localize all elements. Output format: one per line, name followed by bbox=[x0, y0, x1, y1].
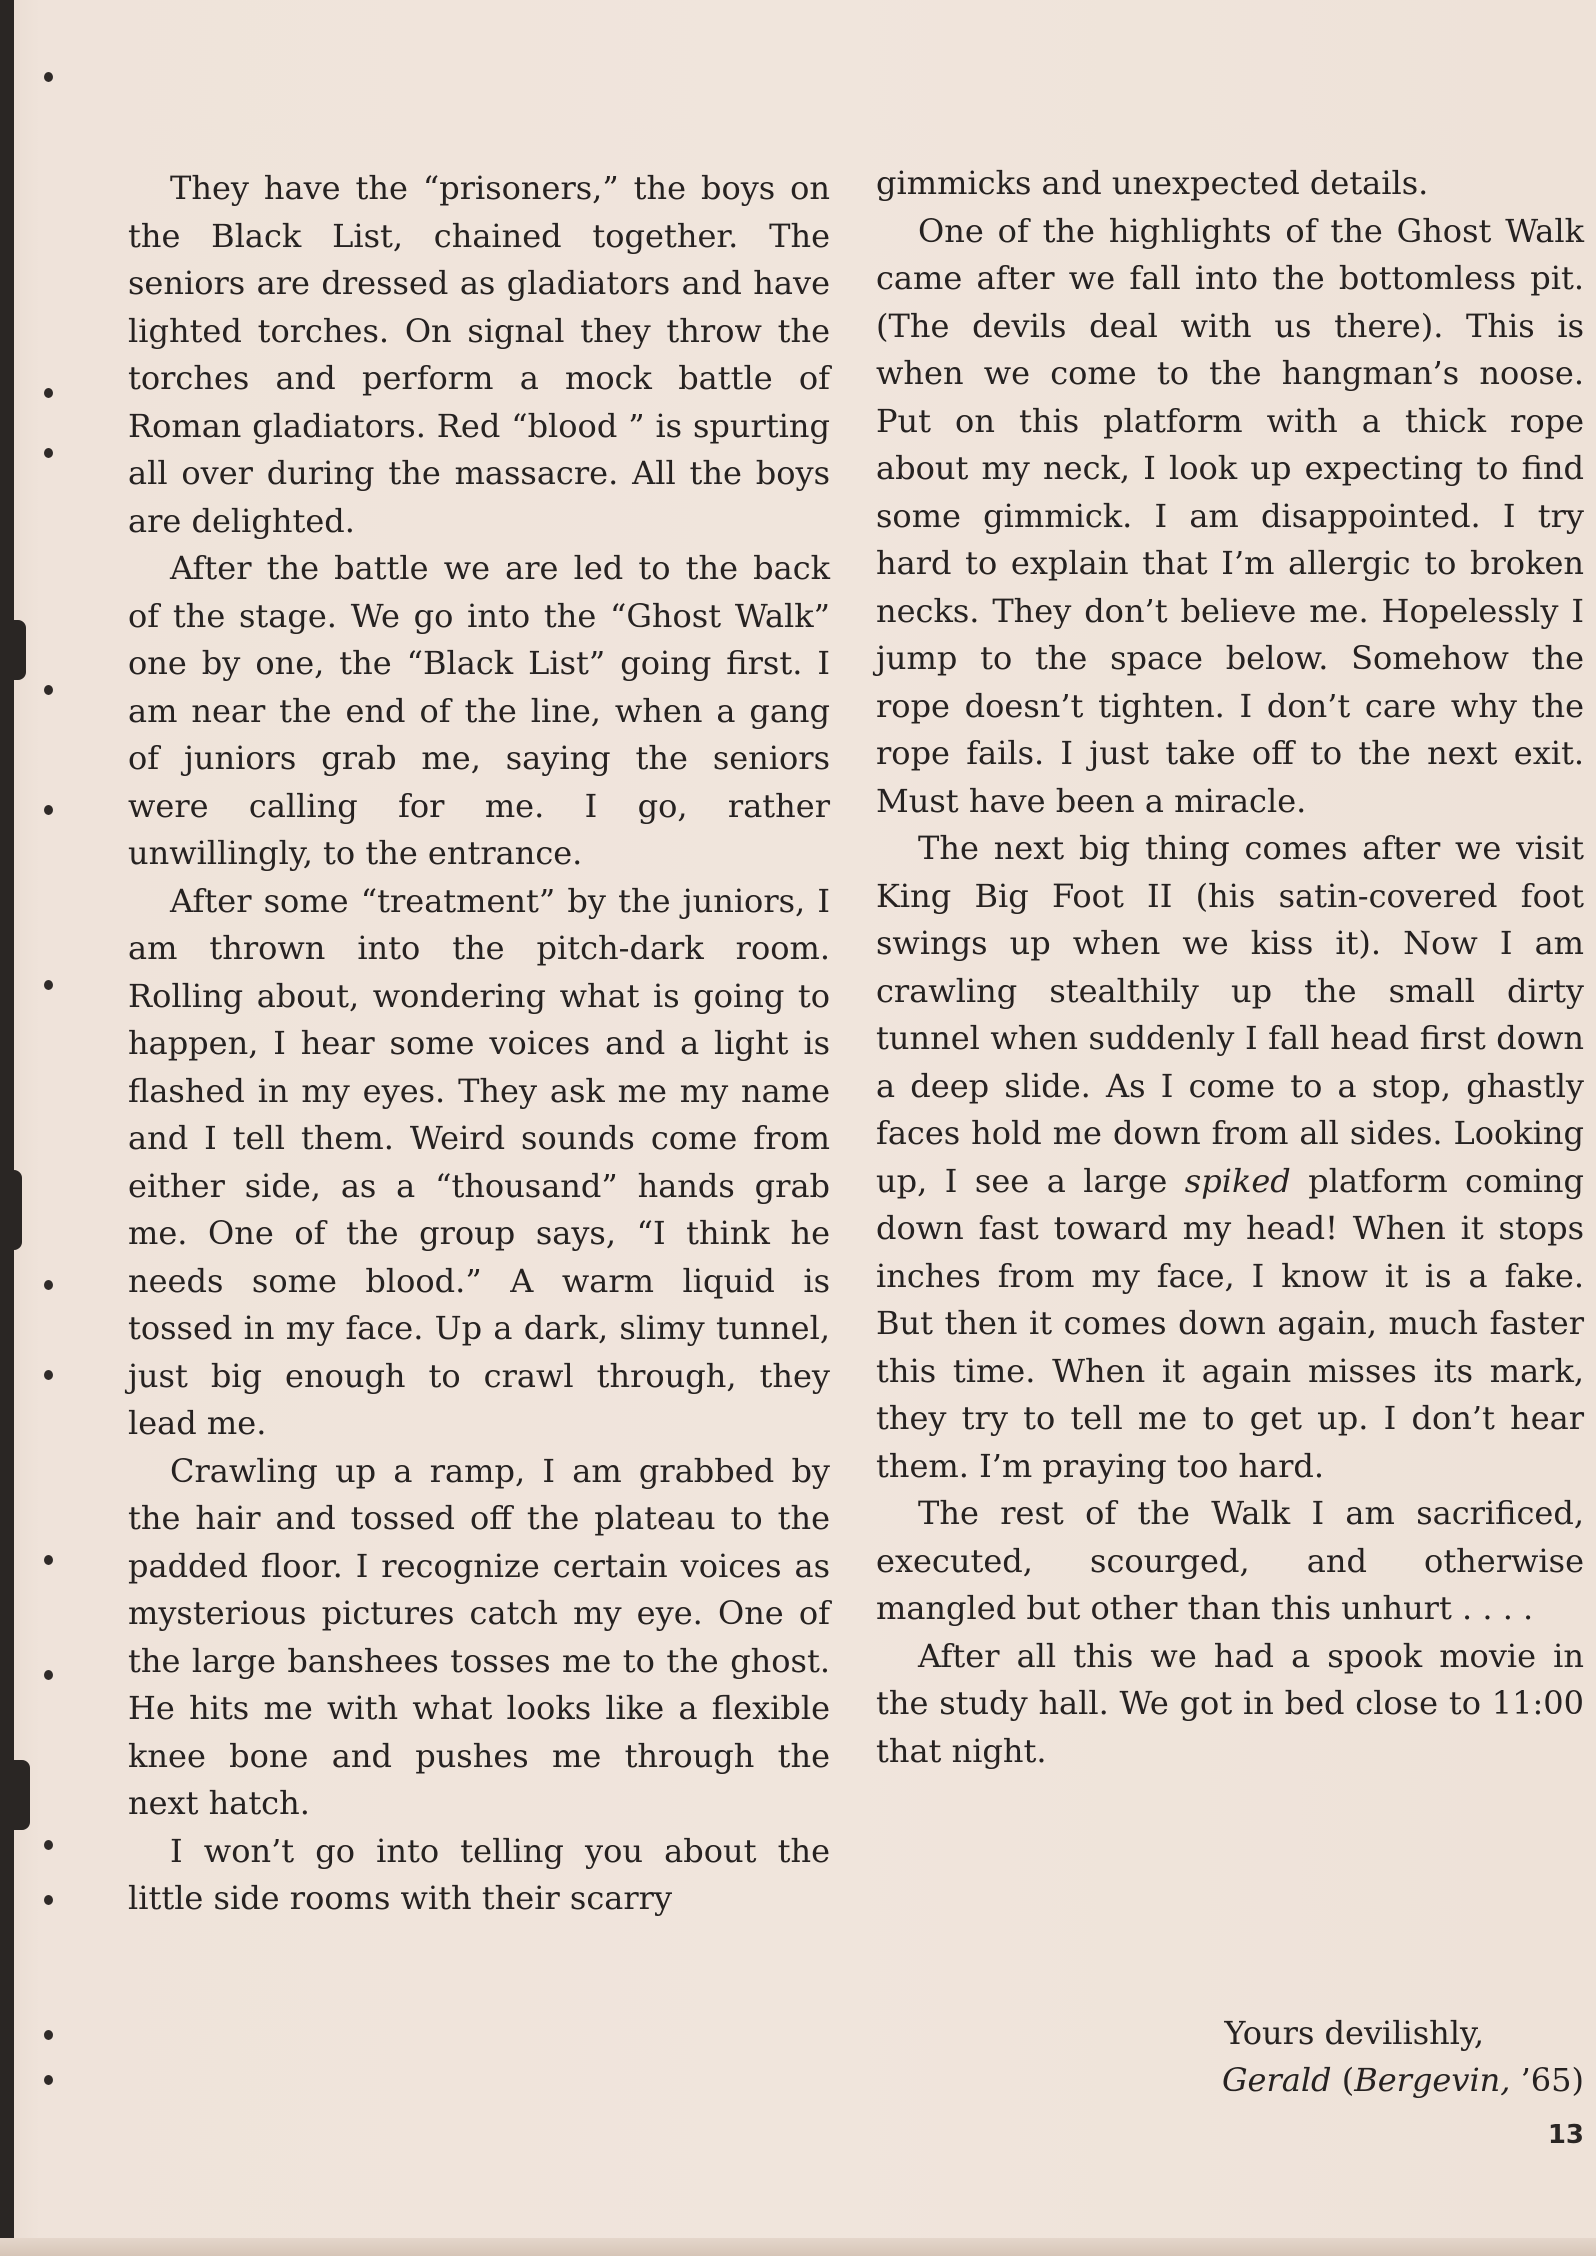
signature-surname: Bergevin, bbox=[1354, 2061, 1511, 2099]
binding-hole bbox=[44, 805, 53, 815]
binding-hole bbox=[44, 2075, 53, 2085]
paragraph: They have the “prisoners,” the boys on the Black List, chained together. The seniors are dressed as gladiators and have lighted torches. On signal they throw the torches and perform a mock battle of Roman gladiators. Red “blood ” is spurting all over during the massacre. All the boys are delighted. bbox=[128, 169, 830, 540]
page-binding-edge bbox=[0, 0, 14, 2256]
signature-line bbox=[1222, 2057, 1584, 2105]
binding-hole bbox=[44, 1370, 53, 1380]
paragraph-text: platform coming down fast toward my head! When it stops inches from my face, I know it is a fake. But then it comes down again, much faster this time. When it again misses its mark, they try to tell me to get up. I don’t hear them. I’m praying too hard. bbox=[876, 1161, 1585, 1485]
binding-hole bbox=[44, 1670, 53, 1680]
emphasized-word: spiked bbox=[1184, 1161, 1291, 1200]
binding-hole bbox=[44, 1555, 53, 1565]
binding-hole bbox=[44, 388, 53, 398]
binding-hole bbox=[44, 2030, 53, 2040]
letter-closing: Yours devilishly, bbox=[1224, 2014, 1484, 2052]
binding-hole bbox=[44, 1840, 53, 1850]
paragraph: After all this we had a spook movie in the study hall. We got in bed close to 11:00 that night. bbox=[876, 1636, 1584, 1770]
binding-hole bbox=[44, 1280, 53, 1290]
worn-edge-mark bbox=[0, 1170, 22, 1250]
left-text-column bbox=[128, 165, 830, 1923]
worn-edge-mark bbox=[0, 620, 26, 680]
paragraph: After some “treatment” by the juniors, I am thrown into the pitch-dark room. Rolling about, wondering what is going to happen, I hear some voices and a light is flashed in my eyes. They ask me my name and I tell them. Weird sounds come from either side, as a “thousand” hands grab me. One of the group says, “I think he needs some blood.” A warm liquid is tossed in my face. Up a dark, slimy tunnel, just big enough to crawl through, they lead me. bbox=[128, 881, 830, 1442]
signature-year: ’65) bbox=[1520, 2061, 1584, 2099]
binding-hole bbox=[44, 72, 53, 82]
binding-hole bbox=[44, 980, 53, 990]
paragraph: Crawling up a ramp, I am grabbed by the hair and tossed off the plateau to the padded floor. I recognize certain voices as mysterious pictures catch my eye. One of the large banshees tosses me to the ghost. He hits me with what looks like a flexible knee bone and pushes me through the next hatch. bbox=[128, 1451, 830, 1822]
right-text-column bbox=[876, 160, 1584, 1775]
page-number: 13 bbox=[1547, 2120, 1584, 2150]
paragraph bbox=[876, 825, 1584, 1490]
binding-hole bbox=[44, 685, 53, 695]
signature-paren: ( bbox=[1341, 2061, 1355, 2099]
binding-hole bbox=[44, 1895, 53, 1905]
paragraph: gimmicks and unexpected details. bbox=[876, 164, 1429, 202]
paragraph: I won’t go into telling you about the little side rooms with their scarry bbox=[128, 1831, 830, 1917]
binding-hole bbox=[44, 448, 53, 458]
page-bottom-edge bbox=[0, 2238, 1596, 2256]
paragraph: The rest of the Walk I am sacrificed, executed, scourged, and otherwise mangled but other than this unhurt . . . . bbox=[876, 1494, 1584, 1627]
paragraph: After the battle we are led to the back of the stage. We go into the “Ghost Walk” one by one, the “Black List” going first. I am near the end of the line, when a gang of juniors grab me, saying the seniors were calling for me. I go, rather unwillingly, to the entrance. bbox=[128, 549, 830, 872]
paragraph: One of the highlights of the Ghost Walk came after we fall into the bottomless pit. (The devils deal with us there). This is when we come to the hangman’s noose. Put on this platform with a thick rope about my neck, I look up expecting to find some gimmick. I am disappointed. I try hard to explain that I’m allergic to broken necks. They don’t believe me. Hopelessly I jump to the space below. Somehow the rope doesn’t tighten. I don’t care why the rope fails. I just take off to the next exit. Must have been a miracle. bbox=[876, 211, 1584, 820]
signature-name: Gerald bbox=[1221, 2061, 1332, 2099]
paragraph-text: The next big thing comes after we visit King Big Foot II (his satin-covered foot swings up when we kiss it). Now I am crawling stealthily up the small dirty tunnel when suddenly I fall head first down a deep slide. As I come to a stop, ghastly faces hold me down from all sides. Looking up, I see a large bbox=[876, 829, 1584, 1200]
worn-edge-mark bbox=[0, 1760, 30, 1830]
